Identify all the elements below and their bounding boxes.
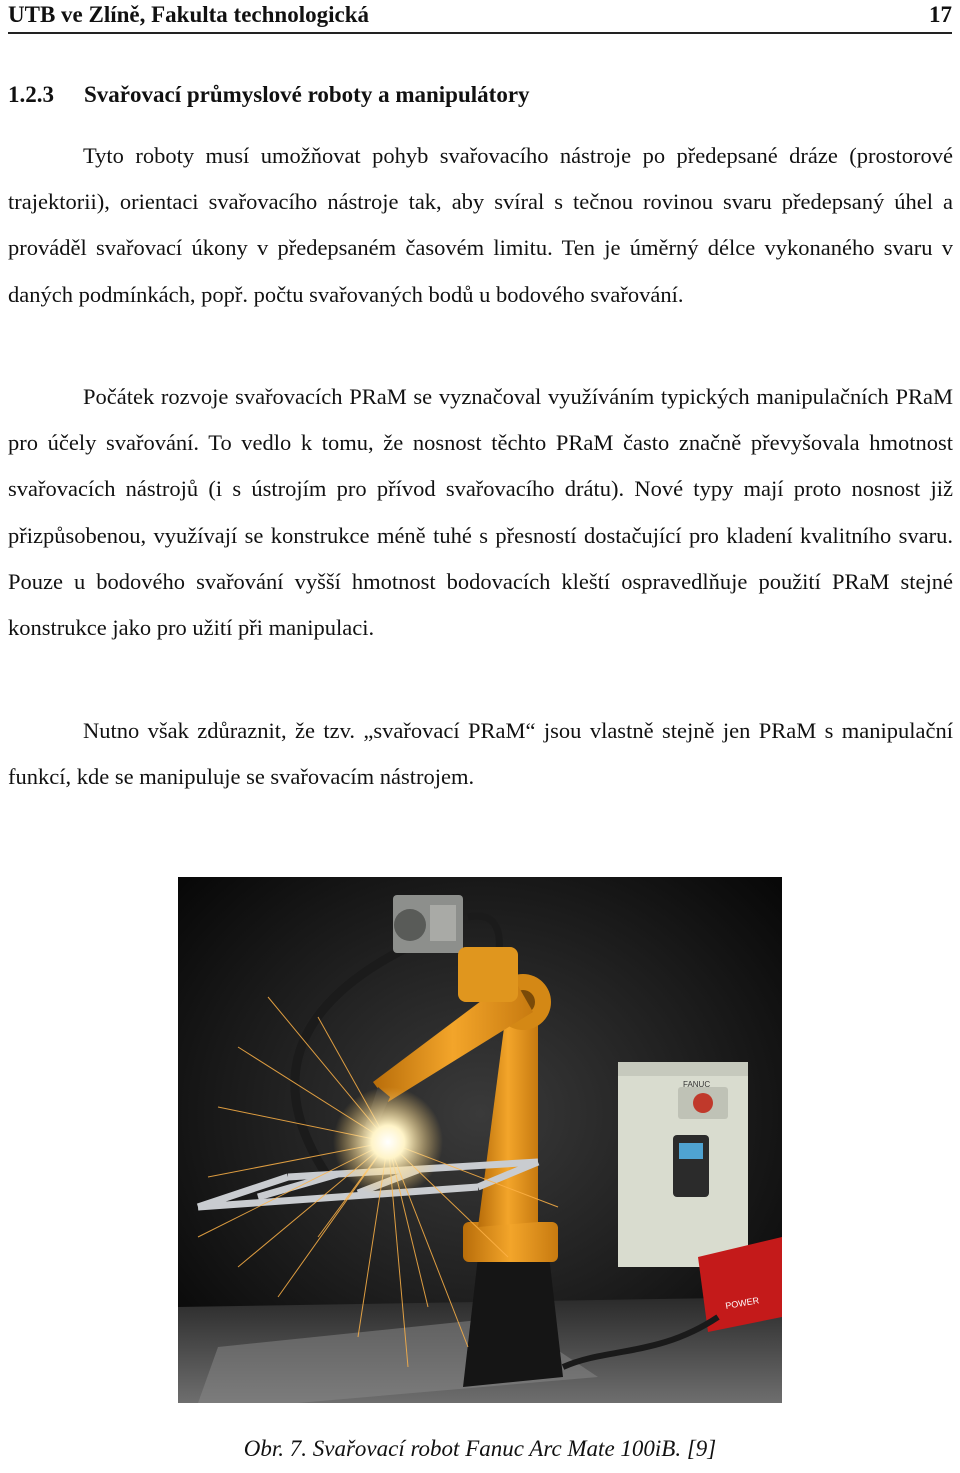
figure-caption: Obr. 7. Svařovací robot Fanuc Arc Mate 100iB. [9] [243,1436,717,1461]
paragraph-3-text: Nutno však zdůraznit, že tzv. „svařovací PRaM“ jsou vlastně stejně jen PRaM s manipulační funkcí, kde se manipuluje se svařovacím nástrojem. [8,718,953,790]
paragraph-1 [8,133,953,318]
section-title: Svařovací průmyslové roboty a manipulátory [84,82,530,107]
page-number: 17 [929,2,952,27]
paragraph-1-text: Tyto roboty musí umožňovat pohyb svařovacího nástroje po předepsané dráze (prostorové trajektorii), orientaci svařovacího nástroje tak, aby svíral s tečnou rovinou svaru předepsaný úhel a prováděl svařovací úkony v předepsaném časovém limitu. Ten je úměrný délce vykonaného svaru v daných podmínkách, popř. počtu svařovaných bodů u bodového svařování. [8,143,953,307]
section-heading [8,80,530,110]
power-source-label: POWER [724,1295,760,1311]
controller-brand-label: FANUC [683,1080,711,1089]
section-number: 1.2.3 [8,82,54,107]
header-title: UTB ve Zlíně, Fakulta technologická [8,2,369,27]
paragraph-3 [8,708,953,800]
welding-robot-photo [178,877,782,1403]
paragraph-2-text: Počátek rozvoje svařovacích PRaM se vyznačoval využíváním typických manipulačních PRaM pro účely svařování. To vedlo k tomu, že nosnost těchto PRaM často značně převyšovala hmotnost svařovacích nástrojů (i s ústrojím pro přívod svařovacího drátu). Nové typy mají proto nosnost již přizpůsobenou, využívají se konstrukce méně tuhé s přesností dostačující pro kladení kvalitního svaru. Pouze u bodového svařování vyšší hmotnost bodovacích kleští ospravedlňuje použití PRaM stejné konstrukce jako pro užití při manipulaci. [8,384,953,641]
page-header [8,0,952,34]
paragraph-2 [8,374,953,651]
welding-robot-illustration [178,877,782,1403]
